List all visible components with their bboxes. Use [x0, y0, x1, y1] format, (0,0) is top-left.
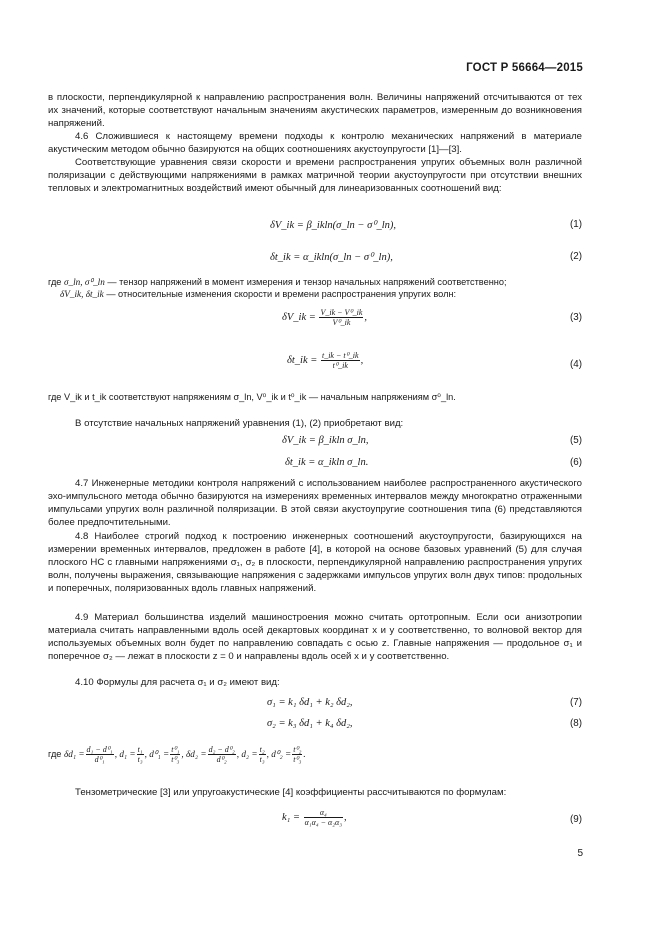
equation-6 — [0, 457, 661, 473]
equation-3-number: (3) — [570, 312, 582, 323]
equation-3-formula — [282, 308, 367, 327]
equation-6-formula: δt_ik = α_ikln σ_ln. — [285, 457, 369, 468]
where-3-f4-fraction — [208, 745, 236, 764]
equation-8-formula: σ₂ = k₃ δd₁ + k₄ δd₂, — [267, 718, 353, 729]
where-3-f1-fraction — [86, 745, 114, 764]
where-3-f2-den: t₃ — [137, 755, 143, 765]
equation-5 — [0, 435, 661, 451]
equation-9 — [0, 808, 661, 834]
where-clause-3 — [48, 744, 306, 764]
equation-4-fraction — [321, 351, 360, 370]
equation-1-number: (1) — [570, 219, 582, 230]
equation-1-formula: δV_ik = β_ikln(σ_ln − σ⁰_ln), — [270, 220, 397, 231]
paragraph-intro: в плоскости, перпендикулярной к направлению распространения волн. Величины напряжений отсчитываются от тех их значений, которые соответствуют начальным значениям акустических параметров, измеренным до возникновения напряжений. — [48, 92, 582, 129]
where-3-f2-fraction — [137, 745, 144, 764]
equation-3-lhs: δV_ik = — [282, 311, 316, 323]
where-3-f6-fraction — [292, 745, 302, 764]
equation-4 — [0, 351, 661, 375]
paragraph-4-9: 4.9 Материал большинства изделий машиностроения можно считать ортотропным. Если оси анизотропии материала считать направленными вдоль осей декартовых координат x и y соответственно, то волновой вектор для используемых объемных волн будет по направлению совпадать с осью z. Главные напряжения — продольное σ₁ и поперечное σ₂ — лежат в плоскости z = 0 и направлены вдоль осей x и y соответственно. — [48, 612, 582, 662]
page-number: 5 — [577, 848, 583, 859]
where-3-f2-lhs: , d₁ = — [114, 749, 136, 759]
equation-3-numerator: V_ik − V⁰_ik — [320, 308, 363, 317]
where-1-symbol-1: σ_ln, σ⁰_ln — [63, 277, 105, 287]
paragraph-4-8: 4.8 Наиболее строгий подход к построению инженерных соотношений акустоупругости, базирующихся на измерении временных интервалов, предложен в работе [4], в которой на основе базовых уравнений (5) для случая плоского НС с главными напряжениями σ₁, σ₂ в плоскости, перпендикулярной направлению распространения упругих волн, получены выражения, связывающие напряжения с задержками импульсов упругих волн двух типов: продольных и поперечных, поляризованных вдоль главных напряжений. — [48, 531, 582, 594]
equation-8-number: (8) — [570, 718, 582, 729]
where-clause-1b — [60, 288, 456, 301]
where-3-f6-num: t⁰₂ — [293, 745, 302, 755]
equation-9-tail: , — [343, 811, 347, 823]
where-1-prefix: где — [48, 277, 62, 287]
equation-3 — [0, 308, 661, 332]
equation-4-number: (4) — [570, 359, 582, 370]
where-3-f3-den: t⁰₃ — [171, 755, 180, 765]
where-3-f1-num: d₁ − d⁰₁ — [86, 745, 113, 755]
equation-4-lhs: δt_ik = — [287, 354, 318, 366]
equation-3-fraction — [319, 308, 363, 327]
paragraph-4-6: 4.6 Сложившиеся к настоящему времени подходы к контролю механических напряжений в материале акустическим методом обычно базируются на общих соотношениях акустоупругости [1]—[3]. — [48, 131, 582, 155]
equation-4-numerator: t_ik − t⁰_ik — [321, 351, 359, 360]
where-3-f6-lhs: , d⁰₂ = — [266, 749, 292, 759]
where-3-f6-den: t⁰₃ — [293, 755, 302, 765]
where-clause-2: где V_ik и t_ik соответствуют напряжениям σ_ln, V⁰_ik и t⁰_ik — начальным напряжениям σ⁰_ln. — [48, 392, 456, 402]
equation-3-denominator: V⁰_ik — [332, 318, 351, 327]
paragraph-tensometric: Тензометрические [3] или упругоакустические [4] коэффициенты рассчитываются по формулам: — [75, 787, 507, 798]
equation-2-number: (2) — [570, 251, 582, 262]
equation-7-formula: σ₁ = k₁ δd₁ + k₂ δd₂, — [267, 697, 353, 708]
equation-9-lhs: k₁ = — [282, 811, 301, 823]
equation-1 — [0, 219, 661, 235]
where-3-prefix: где — [48, 749, 62, 759]
equation-5-formula: δV_ik = β_ikln σ_ln, — [282, 435, 369, 446]
where-1-symbol-2: δV_ik, δt_ik — [60, 289, 104, 299]
equation-4-tail: , — [360, 354, 364, 366]
where-3-formulas — [63, 745, 306, 765]
where-3-f3-lhs: , d⁰₁ = — [144, 749, 170, 759]
paragraph-4-7: 4.7 Инженерные методики контроля напряжений с использованием наиболее распространенного акустического эхо-импульсного метода обычно базируются на измерениях временных интервалов между многократно отраженными импульсами упругих волн различной поляризации. В этой связи акустоупругие соотношения типа (6) представляются более предпочтительными. — [48, 478, 582, 528]
equation-9-denominator: α₁α₄ − α₂α₃ — [304, 818, 342, 827]
equation-9-numerator: α₄ — [304, 808, 343, 818]
paragraph-4-10: 4.10 Формулы для расчета σ₁ и σ₂ имеют вид: — [75, 677, 280, 688]
equation-3-tail: , — [364, 311, 368, 323]
equation-9-number: (9) — [570, 814, 582, 825]
equation-2 — [0, 251, 661, 267]
equation-7-number: (7) — [570, 697, 582, 708]
equation-8 — [0, 718, 661, 734]
paragraph-absence: В отсутствие начальных напряжений уравнения (1), (2) приобретают вид: — [75, 418, 404, 429]
where-3-f2-num: t₁ — [137, 745, 143, 755]
equation-4-denominator: t⁰_ik — [332, 361, 348, 370]
where-3-f1-den: d⁰₁ — [94, 755, 105, 765]
where-3-f3-num: t⁰₁ — [171, 745, 180, 755]
where-3-f4-num: d₂ − d⁰₂ — [208, 745, 235, 755]
where-3-f3-fraction — [170, 745, 180, 764]
where-3-f4-lhs: , δd₂ = — [181, 749, 207, 759]
where-3-f1-lhs: δd₁ = — [63, 749, 85, 759]
where-3-f5-den: t₃ — [259, 755, 265, 765]
equation-4-formula — [287, 351, 363, 370]
where-3-f4-den: d⁰₂ — [216, 755, 227, 765]
equation-9-formula — [282, 808, 347, 827]
where-1-text-2: — относительные изменения скорости и времени распространения упругих волн: — [106, 289, 457, 299]
equation-2-formula: δt_ik = α_ikln(σ_ln − σ⁰_ln), — [270, 252, 393, 263]
document-header: ГОСТ Р 56664—2015 — [466, 62, 583, 74]
where-3-f5-fraction — [259, 745, 266, 764]
where-3-end: . — [303, 749, 306, 759]
where-1-text-1: — тензор напряжений в момент измерения и тензор начальных напряжений соответственно; — [107, 277, 507, 287]
equation-6-number: (6) — [570, 457, 582, 468]
equation-9-fraction — [304, 808, 343, 827]
equation-5-number: (5) — [570, 435, 582, 446]
where-3-f5-num: t₂ — [259, 745, 265, 755]
paragraph-relations: Соответствующие уравнения связи скорости и времени распространения упругих объемных волн различной поляризации с действующими напряжениями в рамках матричной теории акустоупругости при отсутствии внешних тепловых и электромагнитных воздействий имеют обычный для линеаризованных соотношений вид: — [48, 157, 582, 194]
equation-7 — [0, 697, 661, 713]
where-3-f5-lhs: , d₂ = — [236, 749, 258, 759]
where-clause-1 — [48, 276, 507, 289]
